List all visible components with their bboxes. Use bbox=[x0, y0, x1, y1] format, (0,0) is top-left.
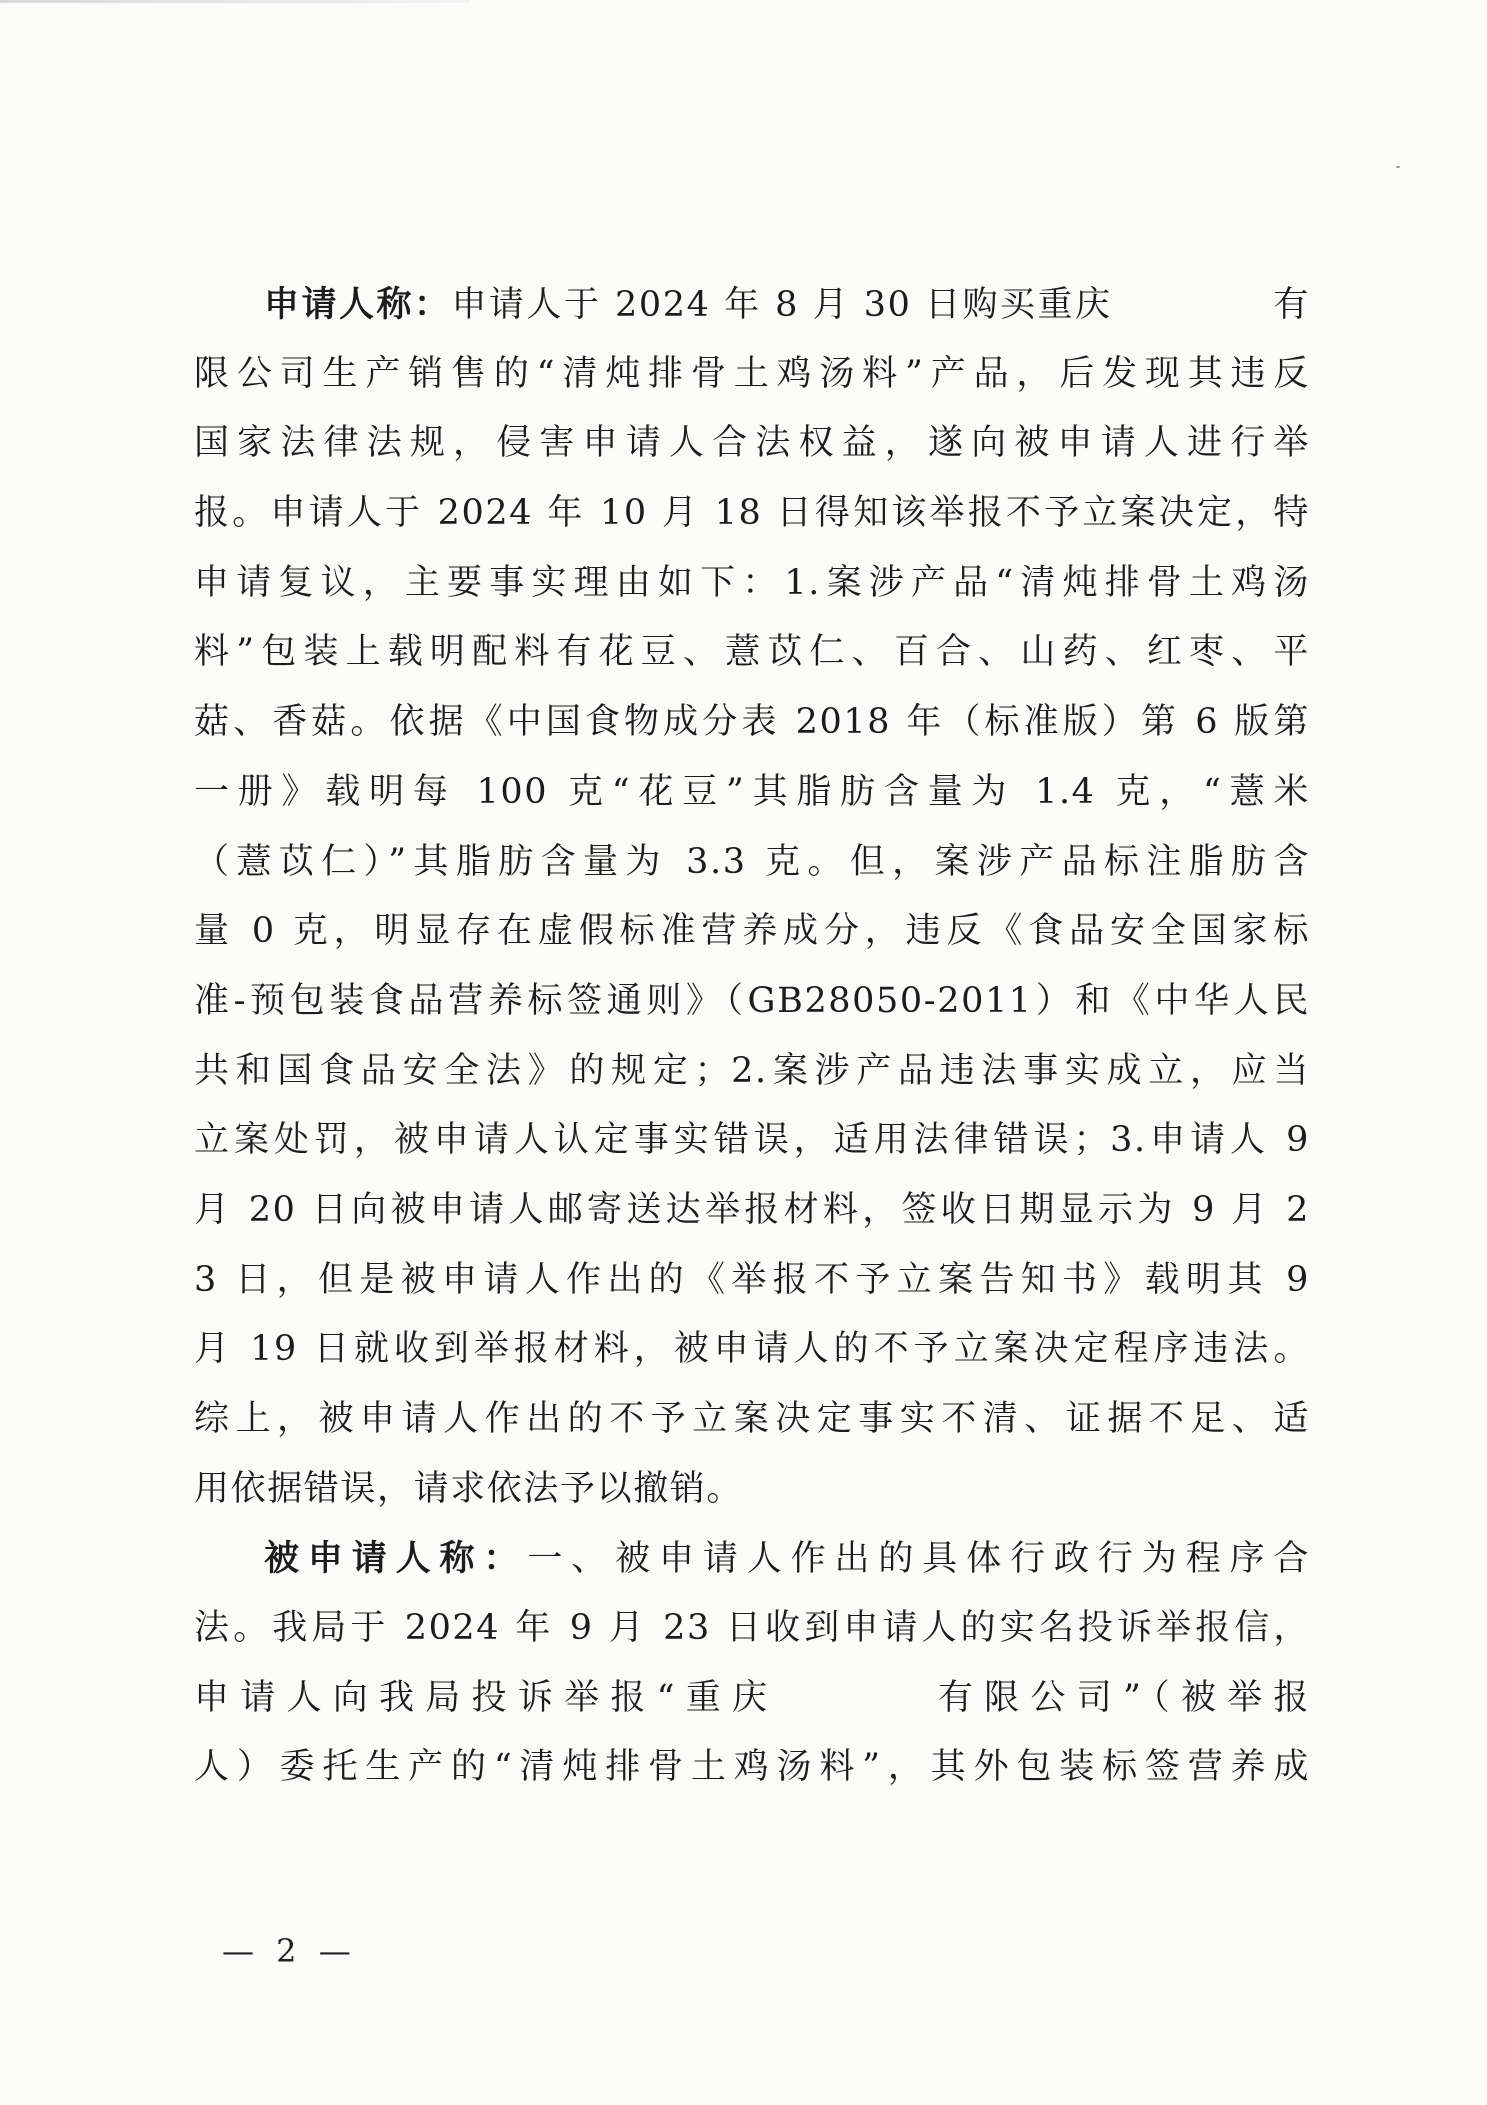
paragraph-line: 月 20 日向被申请人邮寄送达举报材料，签收日期显示为 9 月 2 bbox=[194, 1189, 1310, 1230]
line-text: 有 bbox=[1272, 285, 1311, 325]
paragraph-line: 报。申请人于 2024 年 10 月 18 日得知该举报不予立案决定，特 bbox=[194, 493, 1310, 534]
paragraph-line: 法。我局于 2024 年 9 月 23 日收到申请人的实名投诉举报信， bbox=[194, 1608, 1310, 1649]
paragraph-line: 量 0 克，明显存在虚假标准营养成分，违反《食品安全国家标 bbox=[194, 911, 1310, 952]
line-text: 申请人于 2024 年 8 月 30 日购买重庆 bbox=[451, 285, 1113, 325]
paragraph-line: 共和国食品安全法》的规定；2.案涉产品违法事实成立，应当 bbox=[194, 1050, 1310, 1091]
paragraph-line bbox=[194, 1664, 1310, 1734]
paragraph-line bbox=[194, 270, 1310, 340]
paragraph-line: 料”包装上载明配料有花豆、薏苡仁、百合、山药、红枣、平 bbox=[194, 632, 1310, 673]
paragraph-line bbox=[194, 1524, 1310, 1594]
applicant-heading: 申请人称： bbox=[264, 284, 452, 325]
paragraph-line: 月 19 日就收到举报材料，被申请人的不予立案决定程序违法。 bbox=[194, 1329, 1310, 1370]
paragraph-line: 人）委托生产的“清炖排骨土鸡汤料”，其外包装标签营养成 bbox=[194, 1747, 1310, 1788]
paragraph-line: （薏苡仁）”其脂肪含量为 3.3 克。但，案涉产品标注脂肪含 bbox=[194, 841, 1310, 882]
paragraph-line: 立案处罚，被申请人认定事实错误，适用法律错误；3.申请人 9 bbox=[194, 1120, 1310, 1161]
scan-edge-shadow bbox=[0, 0, 470, 3]
paragraph-line: 用依据错误，请求依法予以撤销。 bbox=[194, 1468, 744, 1509]
line-text: 有限公司”（被举报 bbox=[928, 1677, 1310, 1718]
paragraph-line: 国家法律法规，侵害申请人合法权益，遂向被申请人进行举 bbox=[194, 423, 1310, 464]
paragraph-line: 申请复议，主要事实理由如下：1.案涉产品“清炖排骨土鸡汤 bbox=[194, 562, 1310, 603]
page-number: — 2 — bbox=[222, 1932, 357, 1970]
paragraph-line: 限公司生产销售的“清炖排骨土鸡汤料”产品，后发现其违反 bbox=[194, 353, 1310, 394]
paragraph-line: 3 日，但是被申请人作出的《举报不予立案告知书》载明其 9 bbox=[194, 1259, 1310, 1300]
paragraph-line: 综上，被申请人作出的不予立案决定事实不清、证据不足、适 bbox=[194, 1399, 1310, 1439]
line-text: 申请人向我局投诉举报“重庆 bbox=[194, 1677, 779, 1718]
paragraph-line: 一册》载明每 100 克“花豆”其脂肪含量为 1.4 克，“薏米 bbox=[194, 771, 1310, 812]
paragraph-line: 准-预包装食品营养标签通则》（GB28050-2011）和《中华人民 bbox=[194, 980, 1310, 1021]
document-body bbox=[194, 270, 1310, 1803]
respondent-heading: 被申请人称： bbox=[264, 1538, 528, 1580]
scan-speck bbox=[1396, 166, 1400, 168]
paragraph-line: 菇、香菇。依据《中国食物成分表 2018 年（标准版）第 6 版第 bbox=[194, 702, 1310, 743]
line-text: 一、被申请人作出的具体行政行为程序合 bbox=[527, 1539, 1310, 1580]
